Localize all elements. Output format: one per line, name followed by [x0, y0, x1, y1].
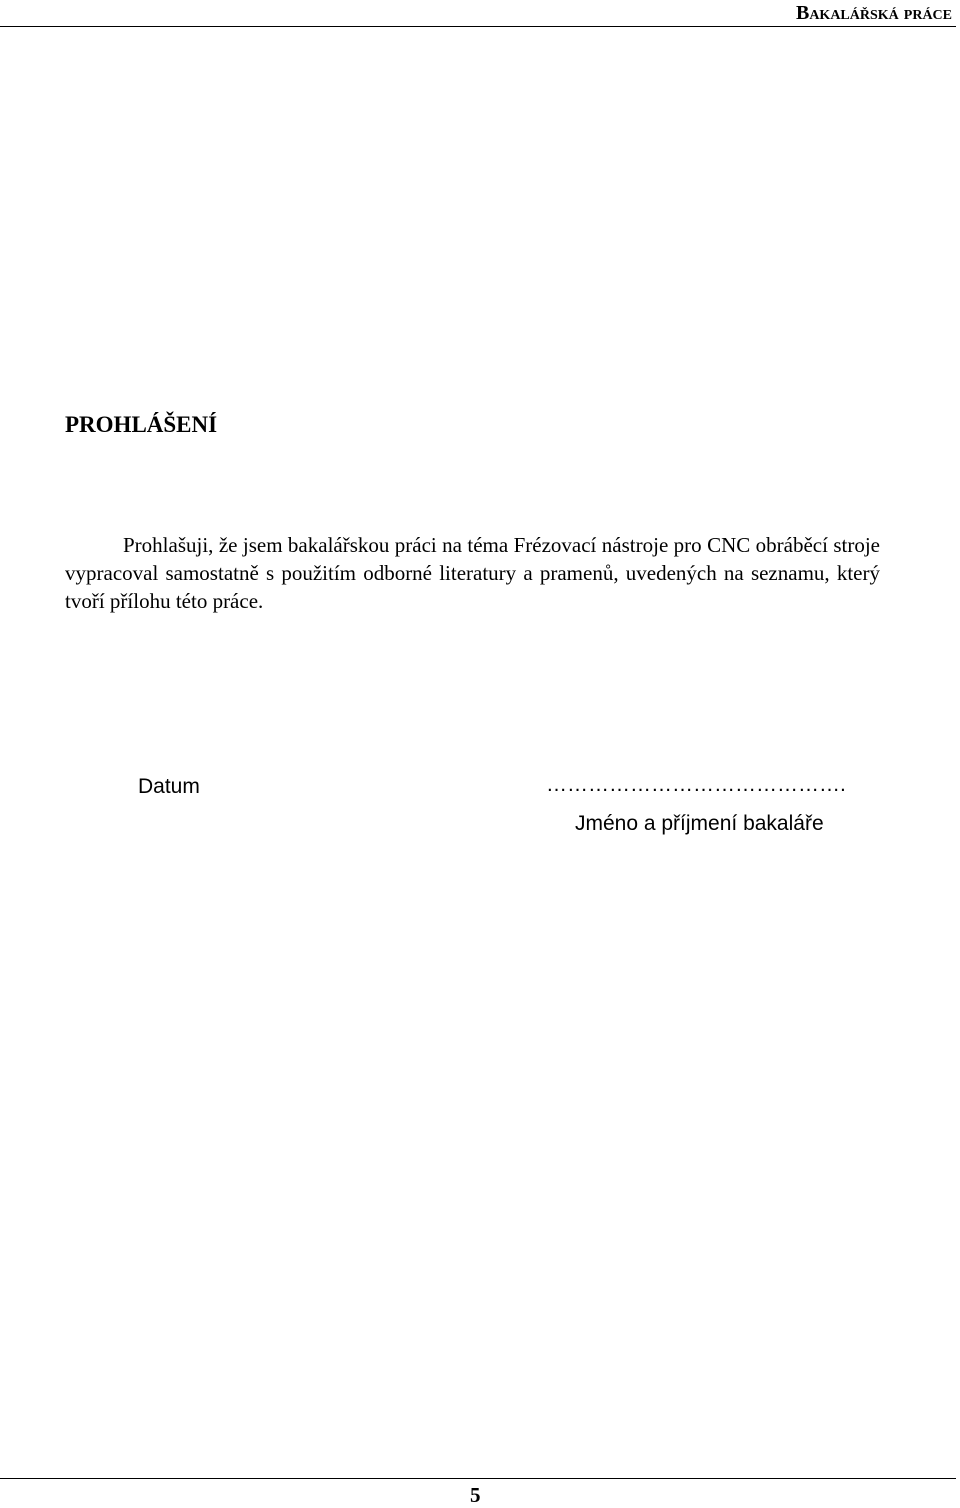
page-number: 5: [470, 1483, 481, 1507]
header-title: Bakalářská práce: [795, 2, 952, 24]
date-label: Datum: [138, 775, 200, 798]
page-header: [0, 0, 956, 27]
signature-name-label: Jméno a příjmení bakaláře: [575, 812, 824, 835]
footer-divider: [0, 1478, 956, 1479]
declaration-text: Prohlašuji, že jsem bakalářskou práci na téma Frézovací nástroje pro CNC obráběcí stroje vypracoval samostatně s použitím odborné literatury a pramenů, uvedených na seznamu, který tvoří přílohu této práce.: [65, 533, 880, 613]
declaration-heading: PROHLÁŠENÍ: [65, 412, 218, 437]
signature-line: …………………………………….: [546, 773, 846, 796]
